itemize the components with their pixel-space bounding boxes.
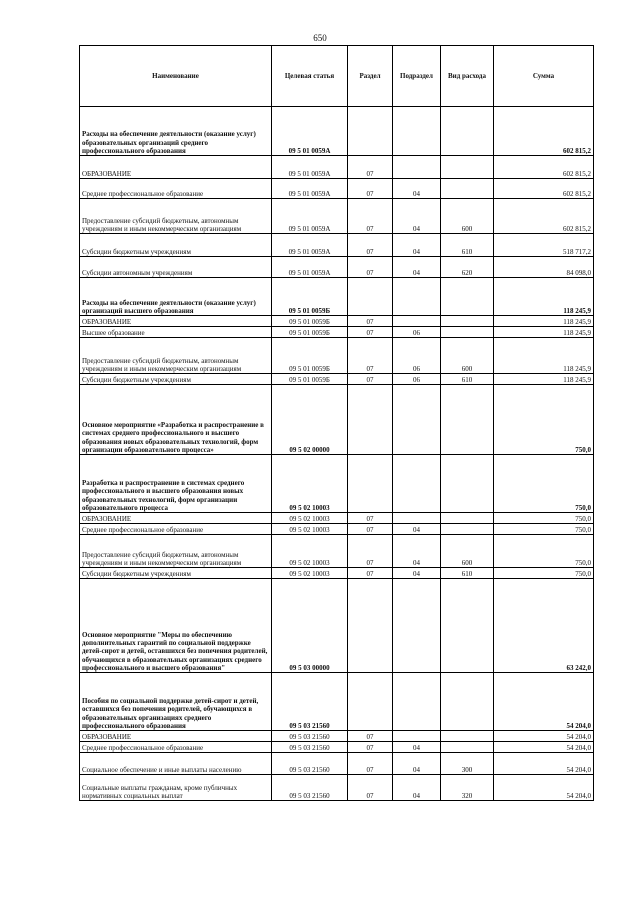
- row-subsection: 04: [393, 234, 441, 257]
- header-name: Наименование: [80, 46, 272, 107]
- table-row: [80, 568, 594, 579]
- table-row: [80, 179, 594, 199]
- row-amount: 750,0: [494, 385, 594, 455]
- row-section: [348, 579, 393, 673]
- table-row: [80, 513, 594, 524]
- row-target: 09 5 03 21560: [272, 742, 348, 753]
- row-subsection: [393, 156, 441, 179]
- row-expense-type: [441, 385, 494, 455]
- table-body: [80, 107, 594, 801]
- header-expense-type: Вид расхода: [441, 46, 494, 107]
- row-expense-type: [441, 742, 494, 753]
- row-target: 09 5 02 10003: [272, 568, 348, 579]
- row-amount: 84 098,0: [494, 257, 594, 278]
- row-section: [348, 455, 393, 513]
- header-section: Раздел: [348, 46, 393, 107]
- table-row: [80, 156, 594, 179]
- row-amount: 118 245,9: [494, 327, 594, 338]
- row-subsection: [393, 579, 441, 673]
- table-row: [80, 385, 594, 455]
- row-section: [348, 673, 393, 731]
- row-name: Разработка и распространение в системах среднего профессионального и высшего образования новых образовательных технологий, форм организации образовательного процесса: [80, 455, 272, 513]
- header-amount: Сумма: [494, 46, 594, 107]
- row-expense-type: 610: [441, 234, 494, 257]
- row-name: Основное мероприятие "Меры по обеспечению дополнительных гарантий по социальной поддержке детей-сирот и детей, оставшихся без попечения родителей, обучающихся в образовательных организациях среднего профессионального и высшего образования": [80, 579, 272, 673]
- row-target: 09 5 01 0059А: [272, 107, 348, 156]
- row-section: 07: [348, 234, 393, 257]
- row-subsection: 04: [393, 524, 441, 535]
- row-target: 09 5 02 10003: [272, 455, 348, 513]
- row-expense-type: [441, 156, 494, 179]
- row-expense-type: [441, 524, 494, 535]
- row-section: 07: [348, 775, 393, 801]
- row-section: [348, 107, 393, 156]
- table-row: [80, 199, 594, 234]
- row-name: Субсидии бюджетным учреждениям: [80, 374, 272, 385]
- row-name: Высшее образование: [80, 327, 272, 338]
- row-target: 09 5 02 00000: [272, 385, 348, 455]
- row-target: 09 5 01 0059А: [272, 199, 348, 234]
- row-expense-type: [441, 513, 494, 524]
- row-target: 09 5 01 0059Б: [272, 374, 348, 385]
- row-section: 07: [348, 513, 393, 524]
- row-name: Субсидии бюджетным учреждениям: [80, 234, 272, 257]
- row-target: 09 5 01 0059А: [272, 156, 348, 179]
- row-name: Субсидии автономным учреждениям: [80, 257, 272, 278]
- row-expense-type: 620: [441, 257, 494, 278]
- row-amount: 118 245,9: [494, 374, 594, 385]
- row-name: Среднее профессиональное образование: [80, 742, 272, 753]
- row-amount: 118 245,9: [494, 316, 594, 327]
- row-expense-type: 320: [441, 775, 494, 801]
- row-amount: 750,0: [494, 568, 594, 579]
- row-subsection: [393, 385, 441, 455]
- header-subsection: Подраздел: [393, 46, 441, 107]
- table-row: [80, 753, 594, 775]
- row-target: 09 5 01 0059Б: [272, 316, 348, 327]
- row-target: 09 5 02 10003: [272, 535, 348, 568]
- row-expense-type: 610: [441, 568, 494, 579]
- row-section: 07: [348, 257, 393, 278]
- row-name: Социальное обеспечение и иные выплаты населению: [80, 753, 272, 775]
- table-row: [80, 775, 594, 801]
- row-expense-type: 600: [441, 535, 494, 568]
- row-subsection: [393, 513, 441, 524]
- row-name: ОБРАЗОВАНИЕ: [80, 156, 272, 179]
- row-target: 09 5 01 0059Б: [272, 338, 348, 374]
- table-row: [80, 535, 594, 568]
- table-row: [80, 257, 594, 278]
- row-subsection: 04: [393, 753, 441, 775]
- row-subsection: [393, 673, 441, 731]
- row-subsection: [393, 316, 441, 327]
- header-target: Целевая статья: [272, 46, 348, 107]
- row-target: 09 5 03 21560: [272, 775, 348, 801]
- budget-table: [79, 45, 594, 801]
- row-target: 09 5 01 0059А: [272, 234, 348, 257]
- table-row: [80, 327, 594, 338]
- row-amount: 118 245,9: [494, 278, 594, 316]
- row-name: Предоставление субсидий бюджетным, автономным учреждениям и иным некоммерческим организациям: [80, 535, 272, 568]
- row-subsection: 04: [393, 257, 441, 278]
- row-name: Основное мероприятие «Разработка и распространение в системах среднего профессионального и высшего образования новых образовательных технологий, форм организации образовательного процесса»: [80, 385, 272, 455]
- row-name: Расходы на обеспечение деятельности (оказание услуг) образовательных организаций среднего профессионального образования: [80, 107, 272, 156]
- row-name: Пособия по социальной поддержке детей-сирот и детей, оставшихся без попечения родителей, обучающихся в образовательных организациях среднего профессионального образования: [80, 673, 272, 731]
- table-row: [80, 316, 594, 327]
- row-name: Субсидии бюджетным учреждениям: [80, 568, 272, 579]
- row-target: 09 5 03 00000: [272, 579, 348, 673]
- row-section: 07: [348, 179, 393, 199]
- row-subsection: 06: [393, 338, 441, 374]
- row-expense-type: [441, 107, 494, 156]
- row-subsection: 04: [393, 179, 441, 199]
- row-amount: 118 245,9: [494, 338, 594, 374]
- row-target: 09 5 03 21560: [272, 731, 348, 742]
- row-expense-type: [441, 278, 494, 316]
- row-subsection: 04: [393, 199, 441, 234]
- row-section: 07: [348, 327, 393, 338]
- table-row: [80, 234, 594, 257]
- row-expense-type: [441, 327, 494, 338]
- row-name: Предоставление субсидий бюджетным, автономным учреждениям и иным некоммерческим организациям: [80, 338, 272, 374]
- table-row: [80, 673, 594, 731]
- row-target: 09 5 02 10003: [272, 524, 348, 535]
- row-name: ОБРАЗОВАНИЕ: [80, 731, 272, 742]
- table-row: [80, 524, 594, 535]
- header-row: [80, 46, 594, 107]
- row-name: ОБРАЗОВАНИЕ: [80, 316, 272, 327]
- row-name: Среднее профессиональное образование: [80, 179, 272, 199]
- row-amount: 54 204,0: [494, 753, 594, 775]
- row-section: 07: [348, 316, 393, 327]
- row-expense-type: 300: [441, 753, 494, 775]
- row-subsection: [393, 107, 441, 156]
- table-row: [80, 579, 594, 673]
- row-name: Предоставление субсидий бюджетным, автономным учреждениям и иным некоммерческим организациям: [80, 199, 272, 234]
- row-name: ОБРАЗОВАНИЕ: [80, 513, 272, 524]
- row-section: [348, 278, 393, 316]
- row-target: 09 5 02 10003: [272, 513, 348, 524]
- row-amount: 63 242,0: [494, 579, 594, 673]
- table-row: [80, 338, 594, 374]
- row-expense-type: 610: [441, 374, 494, 385]
- row-amount: 750,0: [494, 524, 594, 535]
- row-subsection: 06: [393, 327, 441, 338]
- row-amount: 54 204,0: [494, 742, 594, 753]
- row-amount: 518 717,2: [494, 234, 594, 257]
- row-amount: 602 815,2: [494, 156, 594, 179]
- row-name: Среднее профессиональное образование: [80, 524, 272, 535]
- row-subsection: [393, 455, 441, 513]
- row-expense-type: 600: [441, 338, 494, 374]
- row-section: [348, 385, 393, 455]
- row-section: 07: [348, 199, 393, 234]
- table-row: [80, 455, 594, 513]
- row-target: 09 5 01 0059А: [272, 179, 348, 199]
- row-amount: 54 204,0: [494, 673, 594, 731]
- row-subsection: 04: [393, 535, 441, 568]
- row-expense-type: [441, 579, 494, 673]
- row-expense-type: [441, 179, 494, 199]
- row-expense-type: [441, 673, 494, 731]
- row-target: 09 5 03 21560: [272, 753, 348, 775]
- table-row: [80, 742, 594, 753]
- row-amount: 750,0: [494, 455, 594, 513]
- table-row: [80, 107, 594, 156]
- row-amount: 750,0: [494, 535, 594, 568]
- table-row: [80, 278, 594, 316]
- row-name: Социальные выплаты гражданам, кроме публичных нормативных социальных выплат: [80, 775, 272, 801]
- row-section: 07: [348, 568, 393, 579]
- row-name: Расходы на обеспечение деятельности (оказание услуг) организаций высшего образования: [80, 278, 272, 316]
- row-expense-type: [441, 316, 494, 327]
- row-amount: 750,0: [494, 513, 594, 524]
- row-section: 07: [348, 374, 393, 385]
- row-expense-type: [441, 731, 494, 742]
- row-section: 07: [348, 731, 393, 742]
- row-subsection: 04: [393, 568, 441, 579]
- row-target: 09 5 01 0059Б: [272, 278, 348, 316]
- row-section: 07: [348, 338, 393, 374]
- row-section: 07: [348, 742, 393, 753]
- row-amount: 602 815,2: [494, 107, 594, 156]
- row-target: 09 5 01 0059Б: [272, 327, 348, 338]
- row-subsection: [393, 278, 441, 316]
- row-amount: 54 204,0: [494, 775, 594, 801]
- row-amount: 54 204,0: [494, 731, 594, 742]
- table-row: [80, 374, 594, 385]
- row-section: 07: [348, 535, 393, 568]
- row-amount: 602 815,2: [494, 199, 594, 234]
- row-subsection: 04: [393, 742, 441, 753]
- table-row: [80, 731, 594, 742]
- row-section: 07: [348, 524, 393, 535]
- page-number: 650: [313, 33, 327, 43]
- row-subsection: [393, 731, 441, 742]
- row-subsection: 06: [393, 374, 441, 385]
- row-target: 09 5 01 0059А: [272, 257, 348, 278]
- row-subsection: 04: [393, 775, 441, 801]
- row-section: 07: [348, 753, 393, 775]
- row-section: 07: [348, 156, 393, 179]
- row-target: 09 5 03 21560: [272, 673, 348, 731]
- row-amount: 602 815,2: [494, 179, 594, 199]
- row-expense-type: [441, 455, 494, 513]
- row-expense-type: 600: [441, 199, 494, 234]
